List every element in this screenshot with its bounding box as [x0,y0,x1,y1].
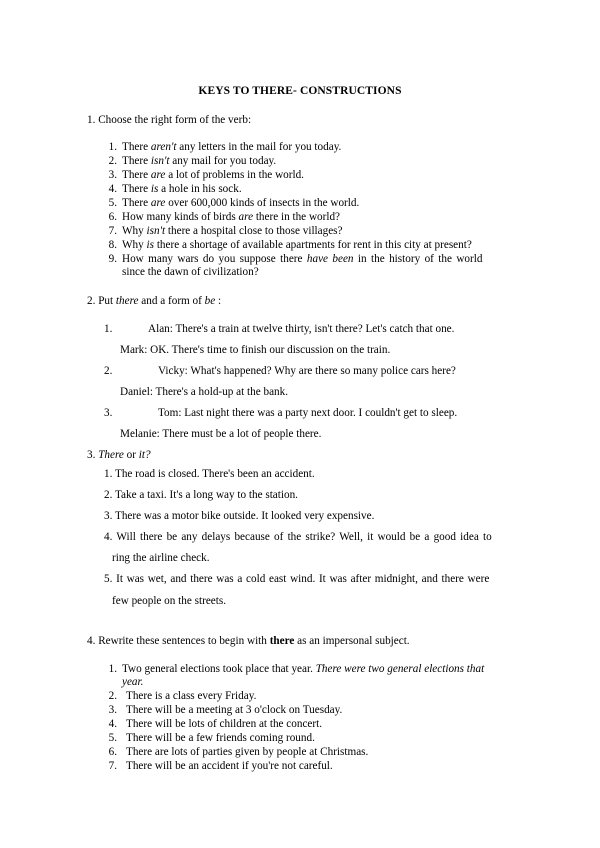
list-item: 4. Will there be any delays because of the strike? Well, it would be a good idea to [104,531,492,543]
section-2-heading: 2. Put there and a form of be : [87,295,222,307]
section-1-heading: 1. Choose the right form of the verb: [87,114,252,126]
list-item: 3. There was a motor bike outside. It looked very expensive. [104,510,375,522]
list-item: 5. It was wet, and there was a cold east wind. It was after midnight, and there were [104,573,490,585]
list-item: 2. Take a taxi. It's a long way to the station. [104,489,298,501]
section-4-heading: 4. Rewrite these sentences to begin with there as an impersonal subject. [87,635,410,647]
list-item-continuation: few people on the streets. [112,595,227,607]
document-page: KEYS TO THERE- CONSTRUCTIONS 1. Choose the right form of the verb: 1. There aren't any letters in the mail for you today. 2. There isn't any mail for you today. 3. There are a lot of problems in the world. 4. There is a hole in his sock. 5. There are over 600,000 kinds of insects in the world. 6. How many kinds of birds are there in the world? 7. Why isn't there a hospital close to those villages? 8. Why is there a shortage of available apartments for rent in this city at present? 9. How many wars do you suppose there have been in the history of the world since the dawn of civilization? 2. Put there and a form of be : 1. Alan: There's a train at twelve thirty, isn't there? Let's catch that one. Mark: OK. There's time to finish our discussion on the train. 2. Vicky: What's happened? Why are there so many police cars here? Daniel: There's a hold-up at the bank. 3. Tom: Last night there was a party next door. I couldn't get to sleep. Melanie: There must be a lot of people there. 3. There or it? 1. The road is closed. There's been an accident. 2. Take a taxi. It's a long way to the station. 3. There was a motor bike outside. It looked very expensive. 4. Will there be any delays because of the strike? Well, it would be a good idea to ring the airline check. 5. It was wet, and there was a cold east wind. It was after midnight, and there were few people on the streets. 4. Rewrite these sentences to begin with there as an impersonal subject. 1. Two general elections took place that year. There were two general elections that year. 2. There is a class every Friday. 3. There will be a meeting at 3 o'clock on Tuesday. 4. There will be lots of children at the concert. 5. There will be a few friends coming round. 6. There are lots of parties given by people at Christmas. 7. There will be an accident if you're not careful. [0,0,600,848]
section-3-heading: 3. There or it? [87,449,151,461]
list-item-continuation: ring the airline check. [112,552,210,564]
list-item: 1. The road is closed. There's been an accident. [104,468,315,480]
page-title: KEYS TO THERE- CONSTRUCTIONS [198,85,402,97]
